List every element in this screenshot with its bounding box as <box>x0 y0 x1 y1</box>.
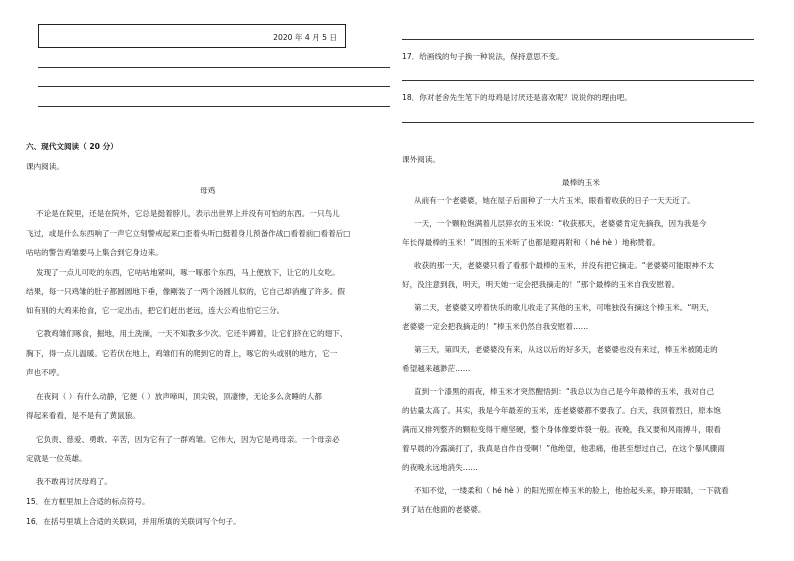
answer-line <box>38 106 390 107</box>
article2-title: 最棒的玉米 <box>562 178 600 187</box>
article2-line: 好，没注意到我，明天，明天她一定会把我摘走的！”那个最棒的玉米自我安慰着。 <box>402 280 680 289</box>
article1-line: 定就是一位英雄。 <box>26 454 87 463</box>
question-16: 16．在括号里填上合适的关联词，并用所填的关联词写个句子。 <box>26 517 241 526</box>
article2-line: 直到一个漆黑的雨夜，棒玉米才突然醒悟到：“我总以为自己是今年最棒的玉米，我对自己 <box>414 387 715 396</box>
answer-line <box>402 122 754 123</box>
answer-line <box>402 80 754 81</box>
article2-line: 第二天，老婆婆又哼着快乐的歌儿收走了其他的玉米，可唯独没有摘这个棒玉米。“明天， <box>414 303 715 312</box>
article1-line: 咕咕的警告鸡雏要马上集合到它身边来。 <box>26 248 163 257</box>
article2-line: 第三天，第四天，老婆婆没有来，从这以后的好多天，老婆婆也没有来过，棒玉米被随走的 <box>414 345 718 354</box>
question-18: 18．你对老舍先生笔下的母鸡是讨厌还是喜欢呢？说说你的理由吧。 <box>402 93 632 102</box>
article2-line: 到了站在他面的老婆婆。 <box>402 505 486 514</box>
article2-line: 满而又排列整齐的颗粒变得干瘪坚硬，整个身体像要炸裂一般。夜晚，我又要和风雨搏斗，眼看 <box>402 425 721 434</box>
article1-line: 不论是在院里，还是在院外，它总是挺着脖儿，表示出世界上并没有可怕的东西。一只鸟儿 <box>36 209 340 218</box>
article1-title: 母鸡 <box>200 186 216 195</box>
date-box <box>38 24 346 48</box>
question-15: 15．在方框里加上合适的标点符号。 <box>26 497 150 506</box>
article2-line: 着早晨的冷露滴打了，我真是自作自受啊！”他绝望，他悲痛，他甚至想过自己，在这个暴风骤雨 <box>402 444 725 453</box>
section-title: 六、现代文阅读（ 20 分） <box>26 142 118 151</box>
article1-line: 在夜间（ ）有什么动静，它便（ ）放声啼叫，顶尖锐，顶凄惨，无论多么贪睡的人都 <box>36 392 322 401</box>
article1-line: 它负责、慈爱、勇敢、辛苦，因为它有了一群鸡雏。它伟大，因为它是鸡母亲。一个母亲必 <box>36 435 340 444</box>
question-17: 17．给画线的句子换一种说法，保持意思不变。 <box>402 52 564 61</box>
article1-line: 飞过，或是什么东西响了一声它立刻警戒起来□歪着头听□挺着身儿预备作战□看着前□看着后□ <box>26 229 351 238</box>
article2-line: 老婆婆一定会把我摘走的！”棒玉米仍然自我安慰着…… <box>402 322 589 331</box>
section-intro: 课内阅读。 <box>26 162 64 171</box>
article1-line: 得起来看看，是不是有了黄鼠狼。 <box>26 411 140 420</box>
article1-line: 发现了一点儿可吃的东西，它咕咕地紧叫，啄一啄那个东西，马上便放下，让它的儿女吃。 <box>36 268 340 277</box>
article2-line: 一天，一个颗粒饱满着儿层猝衣的玉米说：“收获那天，老婆婆肯定先摘我，因为我是今 <box>414 219 707 228</box>
article2-line: 从前有一个老婆婆，她在屋子后面种了一大片玉米，眼看着收获的日子一天天近了。 <box>414 196 695 205</box>
article1-line: 我不敢再讨厌母鸡了。 <box>36 477 112 486</box>
article2-line: 不知不觉，一缕柔和（ hé hè ）的阳光照在棒玉米的脸上，他抬起头来，睁开眼睛，一下就看 <box>414 486 729 495</box>
article2-line: 年长得最棒的玉米！”周围的玉米听了也都是瞪再附和（ hé hè ）地称赞着。 <box>402 238 660 247</box>
answer-line <box>402 39 754 40</box>
article1-line: 它教鸡雏们啄食，掘地，用土洗澡，一天不知教多少次。它还半蹲着，让它们挤在它的翅下、 <box>36 329 348 338</box>
article2-line: 的估量太高了。其实，我是今年最差的玉米，连老婆婆都不要我了。白天，我顶着烈日，原本饱 <box>402 406 721 415</box>
date-text: 2020 年 4 月 5 日 <box>273 33 337 42</box>
article1-line: 如有别的大鸡来抢食，它一定出击，把它们赶出老远，连大公鸡也怕它三分。 <box>26 306 285 315</box>
article2-line: 的夜晚永远地消失…… <box>402 463 478 472</box>
answer-line <box>38 67 390 68</box>
extra-intro: 课外阅读。 <box>402 155 440 164</box>
article2-line: 希望越来越渺茫…… <box>402 364 471 373</box>
article1-line: 胸下，得一点儿温暖。它若伏在地上，鸡雏们有的爬到它的背上，啄它的头或别的地方，它一 <box>26 349 338 358</box>
article2-line: 收获的那一天，老婆婆只看了看那个最棒的玉米，并没有把它摘走。“老婆婆可能眼神不太 <box>414 261 715 270</box>
article1-line: 结果，每一只鸡雏的肚子都圆圆地下垂，像剛装了一两个汤圆儿似的，它自己却消瘦了许多。假 <box>26 287 345 296</box>
answer-line <box>38 86 390 87</box>
article1-line: 声也不哼。 <box>26 368 64 377</box>
